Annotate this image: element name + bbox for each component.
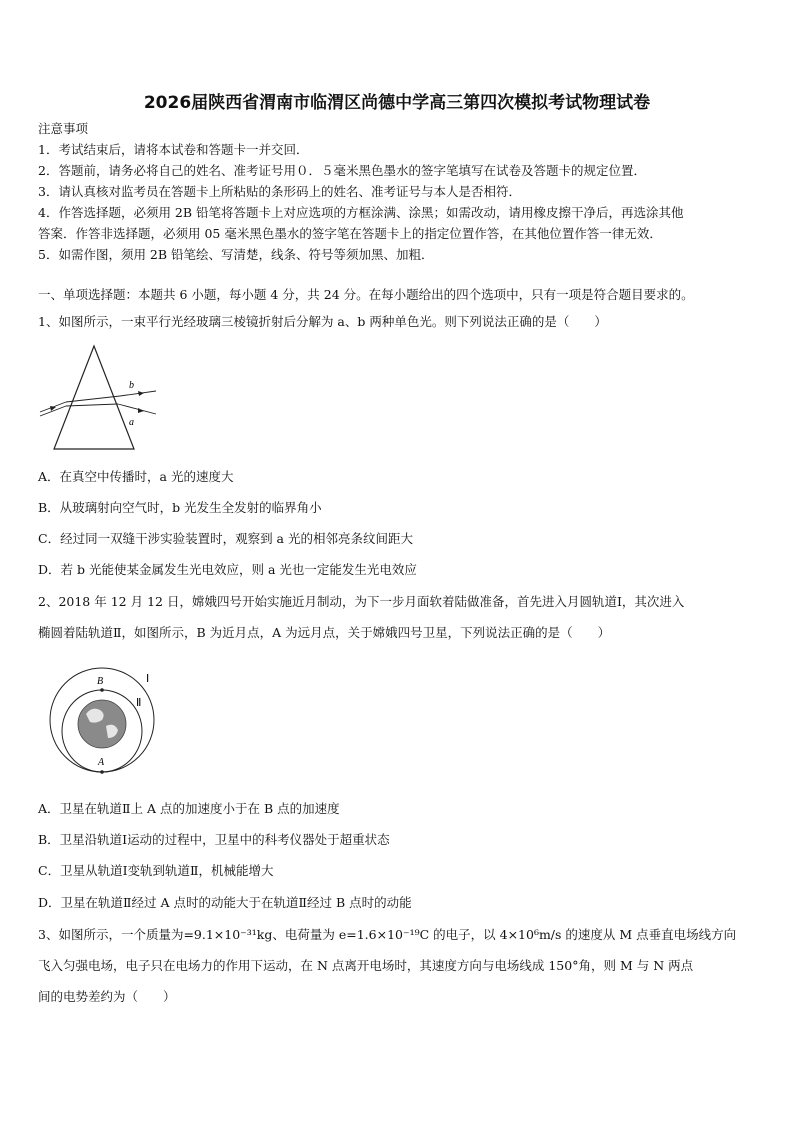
q3-stem-line1: 3、如图所示，一个质量为=9.1×10⁻³¹kg、电荷量为 e=1.6×10⁻¹⁹C 的电子，以 4×10⁶m/s 的速度从 M 点垂直电场线方向 [38, 927, 737, 942]
notice-item: 2．答题前，请务必将自己的姓名、准考证号用０．５毫米黑色墨水的签字笔填写在试卷及答题卡的规定位置． [38, 163, 646, 178]
moon-globe [78, 700, 126, 748]
notice-item: 3．请认真核对监考员在答题卡上所粘贴的条形码上的姓名、准考证号与本人是否相符． [38, 184, 521, 199]
notice-item: 5．如需作图，须用 2B 铅笔绘、写清楚，线条、符号等须加黑、加粗． [38, 247, 434, 262]
notice-item: 4．作答选择题，必须用 2B 铅笔将答题卡上对应选项的方框涂满、涂黑；如需改动，请用橡皮擦干净后，再选涂其他 [38, 205, 684, 220]
notice-heading: 注意事项 [38, 121, 89, 136]
q1-option-c: C．经过同一双缝干涉实验装置时，观察到 a 光的相邻亮条纹间距大 [38, 531, 413, 546]
q3-stem-line2: 飞入匀强电场，电子只在电场力的作用下运动，在 N 点离开电场时，其速度方向与电场线成 150°角，则 M 与 N 两点 [38, 958, 694, 973]
section-heading: 一、单项选择题：本题共 6 小题，每小题 4 分，共 24 分。在每小题给出的四个选项中，只有一项是符合题目要求的。 [38, 287, 694, 302]
label-B: B [97, 676, 104, 687]
q2-stem-line2: 椭圆着陆轨道Ⅱ，如图所示，B 为近月点，A 为远月点，关于嫦娥四号卫星，下列说法正确的是（ ） [38, 625, 611, 640]
q2-stem-line1: 2、2018 年 12 月 12 日，嫦娥四号开始实施近月制动，为下一步月面软着陆做准备，首先进入月圆轨道Ⅰ，其次进入 [38, 594, 685, 609]
ray-b [120, 391, 156, 396]
point-A-dot [100, 770, 104, 774]
arrow-head [138, 391, 144, 396]
label-b: b [129, 380, 134, 391]
q1-stem: 1、如图所示，一束平行光经玻璃三棱镜折射后分解为 a、b 两种单色光。则下列说法正确的是（ ） [38, 314, 607, 329]
q1-option-b: B．从玻璃射向空气时，b 光发生全发射的临界角小 [38, 500, 322, 515]
q2-option-a: A．卫星在轨道Ⅱ上 A 点的加速度小于在 B 点的加速度 [38, 801, 340, 816]
q2-option-d: D．卫星在轨道Ⅱ经过 A 点时的动能大于在轨道Ⅱ经过 B 点时的动能 [38, 895, 412, 910]
point-B-dot [100, 688, 104, 692]
label-A: A [98, 757, 105, 768]
ray-a [118, 404, 156, 414]
label-orbit-2: Ⅱ [136, 697, 142, 709]
q2-option-b: B．卫星沿轨道Ⅰ运动的过程中，卫星中的科考仪器处于超重状态 [38, 832, 390, 847]
exam-title: 2026届陕西省渭南市临渭区尚德中学高三第四次模拟考试物理试卷 [143, 93, 651, 113]
q3-stem-line3: 间的电势差约为（ ） [38, 989, 176, 1004]
prism-figure [36, 344, 166, 454]
q1-option-a: A．在真空中传播时，a 光的速度大 [38, 469, 234, 484]
notice-item: 答案．作答非选择题，必须用 05 毫米黑色墨水的签字笔在答题卡上的指定位置作答，在其他位置作答一律无效． [38, 226, 662, 241]
refracted-ray [66, 404, 118, 406]
label-orbit-1: Ⅰ [146, 673, 150, 685]
label-a: a [129, 417, 134, 428]
orbit-figure [46, 664, 166, 780]
prism-triangle [54, 346, 134, 449]
q2-option-c: C．卫星从轨道Ⅰ变轨到轨道Ⅱ，机械能增大 [38, 863, 274, 878]
notice-item: 1．考试结束后，请将本试卷和答题卡一并交回． [38, 142, 309, 157]
q1-option-d: D．若 b 光能使某金属发生光电效应，则 a 光也一定能发生光电效应 [38, 562, 417, 577]
